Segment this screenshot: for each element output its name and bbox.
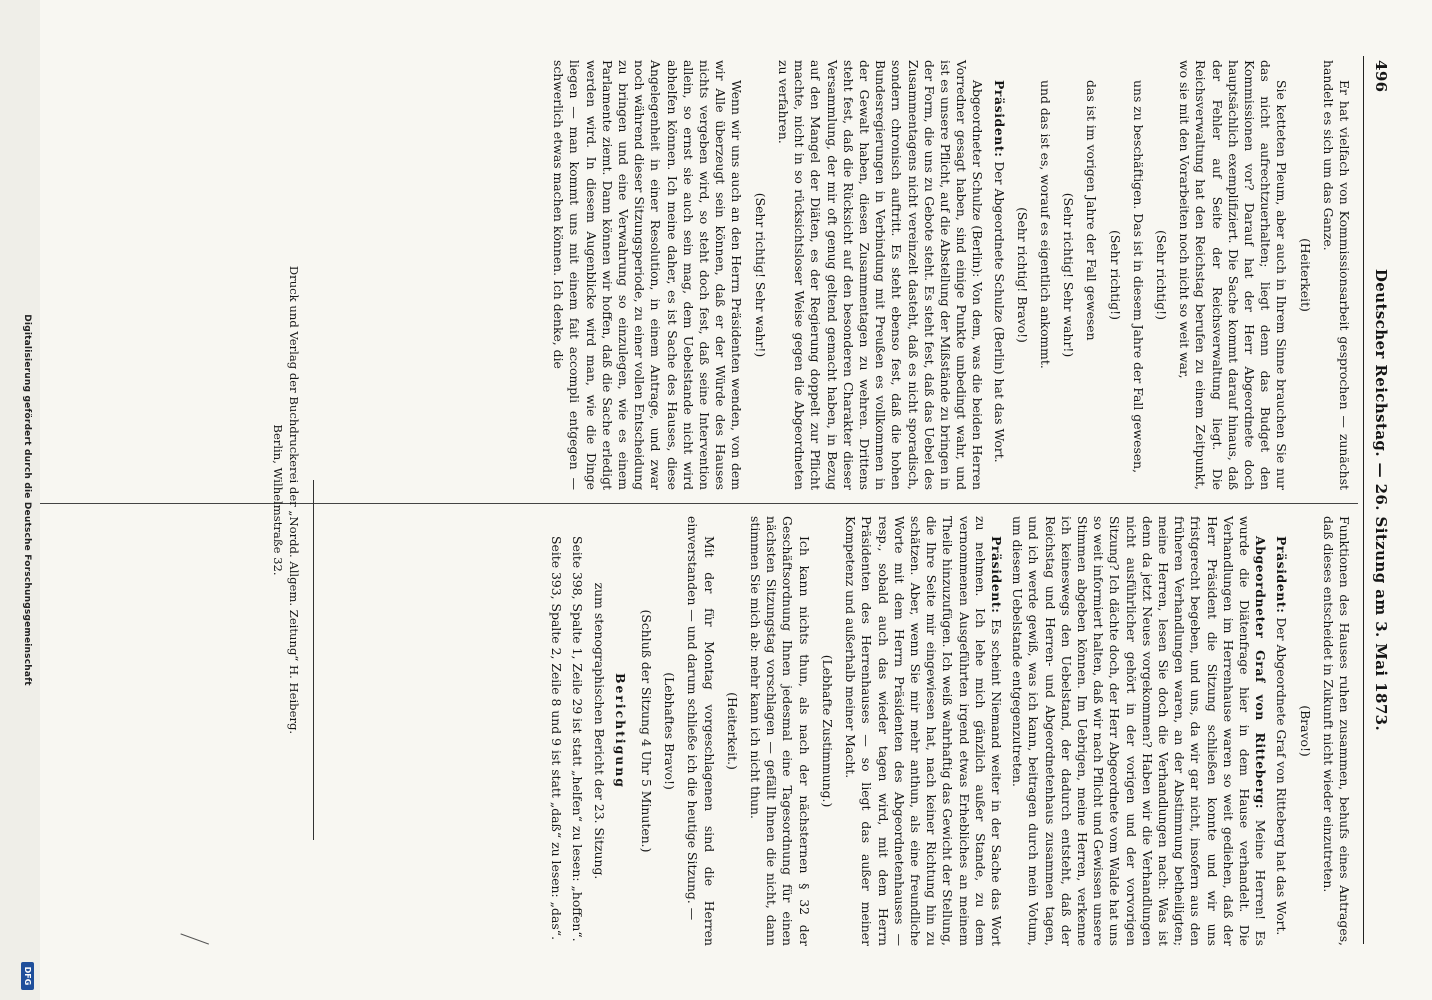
digitization-credit: Digitalisierung gefördert durch die Deutsche Forschungsgemeinschaft [22,314,32,686]
paragraph: Mit der für Montag vorgeschlagenen sind die Herren einverstanden — und darum schließe ich die heutige Sitzung. — [685,516,717,946]
interjection: (Heiterkeit.) [724,692,740,770]
interjection: (Sehr richtig! Sehr wahr!) [1061,192,1077,358]
column-divider [0,503,1358,504]
interjection: (Heiterkeit) [1297,238,1313,312]
paragraph: uns zu beschäftigen. Das ist in diesem Jahre der Fall gewesen, [1130,80,1146,474]
interjection: (Lebhaftes Bravo!) [662,672,678,790]
interjection: (Sehr richtig! Sehr wahr!) [752,192,768,358]
speaker-paragraph [990,60,1006,490]
interjection: (Sehr richtig!) [1153,230,1169,320]
digitization-strip [0,0,40,1000]
speaker-paragraph [1273,516,1289,946]
interjection: (Sehr richtig! Bravo!) [1014,207,1030,343]
interjection: (Sehr richtig!) [1107,230,1123,320]
paragraph: Ich kann nichts thun, als nach der nächsternen § 32 der Geschäftsordnung Ihnen jedesmal eine Tagesordnung für einen nächsten Sitzungstag vorschlagen — gefällt Ihnen die nicht, dann stimmen Sie mich ab: mehr kann ich nicht thun. [748,516,812,946]
paragraph: das ist im vorigen Jahre der Fall gewesen [1084,80,1100,341]
right-column [543,516,1352,946]
imprint-rule [313,480,314,840]
interjection: (Lebhafte Zustimmung.) [819,654,835,808]
imprint-line: Berlin, Wilhelmstraße 32. [271,424,285,576]
left-column [545,60,1352,490]
dfg-logo-icon: DFG [21,962,34,990]
paragraph: Er hat vielfach von Kommissionsarbeit gesprochen — zunächst handelt es sich um das Ganze. [1320,60,1352,490]
running-title: Deutscher Reichstag. — 26. Sitzung am 3. Mai 1873. [1372,268,1390,732]
speaker-name: Präsident: [988,536,1004,614]
paragraph: Funktionen des Hauses ruhen zusammen, behufs eines Antrages, daß dieses entscheidet in Zukunft nicht wieder einzutreten. [1320,516,1352,946]
correction-subheading: zum stenographischen Bericht der 23. Sitzung. [591,582,607,880]
correction-entry: Seite 393, Spalte 2, Zeile 8 und 9 ist statt „daß“ zu lesen: „das“. [549,536,565,941]
speaker-paragraph [842,516,1004,946]
correction-entry: Seite 398, Spalte 1, Zeile 29 ist statt „helfen“ zu lesen: „hoffen“. [570,536,586,942]
speaker-paragraph [1009,516,1268,946]
paragraph: Wenn wir uns auch an den Herrn Präsidenten wenden, von dem wir Alle überzeugt sein können, daß er der Würde des Hauses nichts vergeben wird, so steht doch fest, daß seine Intervention allein, so ernst sie auch sein mag, dem Uebelstande nicht wird abhelfen können. Ich meine daher, es ist Sache des Hauses, diese Angelegenheit in einer Resolution, in einem Antrage, und zwar noch während dieser Sitzungsperiode, zu einer vollen Entscheidung zu bringen und eine Verwahrung so einzulegen, wie es einem Parlamente ziemt. Dann können wir hoffen, daß die Sache erledigt werden wird. In diesem Augenblicke wird man, wie die Dinge liegen — man kommt uns mit einem fait accompli entgegen — schwerlich etwas machen können. Ich denke, die [551,60,745,490]
paragraph: Sie ketteten Pleum, aber auch in Ihrem Sinne brauchen Sie nur das nicht aufrechtzuerhalten; liegt denn das Budget den Kommissionen vor? Darauf hat der Herr Abgeordnete doch hauptsächlich exemplifiziert. Die Sache kommt darauf hinaus, daß der Fehler auf Seite der Reichsverwaltung liegt. Die Reichsverwaltung hat den Reichstag berufen zu einem Zeitpunkt, wo sie mit den Vorarbeiten noch nicht so weit war, [1177,60,1290,490]
speech-text: Meine Herren! Es wurde die Diätenfrage hier in dem Hause verhandelt. Die Verhandlungen im Herrenhause waren so weit gediehen, daß der Herr Präsident die Sitzung schließen konnte und wir uns fristgerecht begeben, und uns, da wir gar nicht, insofern aus den früheren Verhandlungen waren, an der Abstimmung betheiligten; meine Herren, lesen Sie doch die Verhandlungen nach: Was ist denn da jetzt Neues vorgekommen? Haben wir die Verhandlungen nicht ausführlicher gehört in der vorigen und der vorvorigen Sitzung? Ich dächte doch, der Herr Abgeordnete vom Walde hat uns so weit informiert halten, daß wir nach Pflicht und Gewissen unsere Stimmen abgeben können. Im Uebrigen, meine Herren, verkenne ich keineswegs den Uebelstand, der dadurch entsteht, daß der Reichstag und Herren- und Abgeordnetenhaus zusammen tagen, und ich werde gewiß, was ich kann, beitragen durch mein Votum, um diesem Uebelstande entgegenzutreten. [1010,516,1269,946]
printer-imprint [270,100,302,900]
speaker-name: Präsident: [991,80,1007,158]
interjection: (Bravo!) [1297,705,1313,757]
page-header [1364,60,1390,940]
header-rule [1363,56,1364,944]
page-number: 496 [1372,60,1390,93]
imprint-line: Druck und Verlag der Buchdruckerei der „Nordd. Allgem. Zeitung“ H. Heiberg. [287,265,301,735]
paragraph: und das ist es, worauf es eigentlich ankommt. [1037,80,1053,369]
speech-text: Der Abgeordnete Graf von Ritteberg hat das Wort. [1274,617,1290,936]
speaker-name: Abgeordneter Graf von Ritteberg: [1253,536,1269,810]
speech-text: Es scheint Niemand weiter in der Sache das Wort zu nehmen. Ich lehe mich gänzlich außer Stande, zu dem vernommenen Ausgeführten irgend etwas Erhebliches an meinem Theile hinzuzufügen. Ich weiß wahrhaftig das Gewicht der Stellung, die Ihre Seite mir eingewiesen hat, nach keiner Richtung hin zu schätzen. Aber, wenn Sie mir mehr anthun, als eine freundliche Worte mit dem Herrn Präsidenten des Abgeordnetenhauses — resp., sobald auch das wieder tagen wird, mit dem Herrn Präsidenten des Herrenhauses — so liegt das außer meiner Kompetenz und außerhalb meiner Macht. [843,516,1004,946]
session-close-note: (Schluß der Sitzung 4 Uhr 5 Minuten.) [639,609,655,853]
speech-text: Der Abgeordnete Schulze (Berlin) hat das Wort. [991,161,1007,463]
scan-mark [175,933,209,959]
speaker-name: Präsident: [1274,536,1290,614]
correction-heading: Berichtigung [612,673,628,789]
paragraph: Abgeordneter Schulze (Berlin): Von dem, was die beiden Herren Vorredner gesagt haben, sind einige Punkte unbedingt wahr, und ist es unsere Pflicht, auf die Abstellung der Mißstände zu bringen in der Form, die uns zu Gebote steht. Es steht fest, daß das Uebel des Zusammentagens nicht vereinzelt dasteht, daß es nicht sporadisch, sondern chronisch auftritt. Es steht ebenso fest, daß die hohen Bundesregierungen in Verbindung mit Preußen es vollkommen in der Gewalt haben, diesen Zusammentagen zu wehren. Drittens steht fest, daß die Rücksicht auf den besonderen Charakter dieser Versammlung, der mir oft genug geltend gemacht haben, in Bezug auf den Mangel der Diäten, es der Regierung doppelt zur Pflicht machte, nicht in so rücksichtsloser Weise gegen die Abgeordneten zu verfahren. [775,60,986,490]
